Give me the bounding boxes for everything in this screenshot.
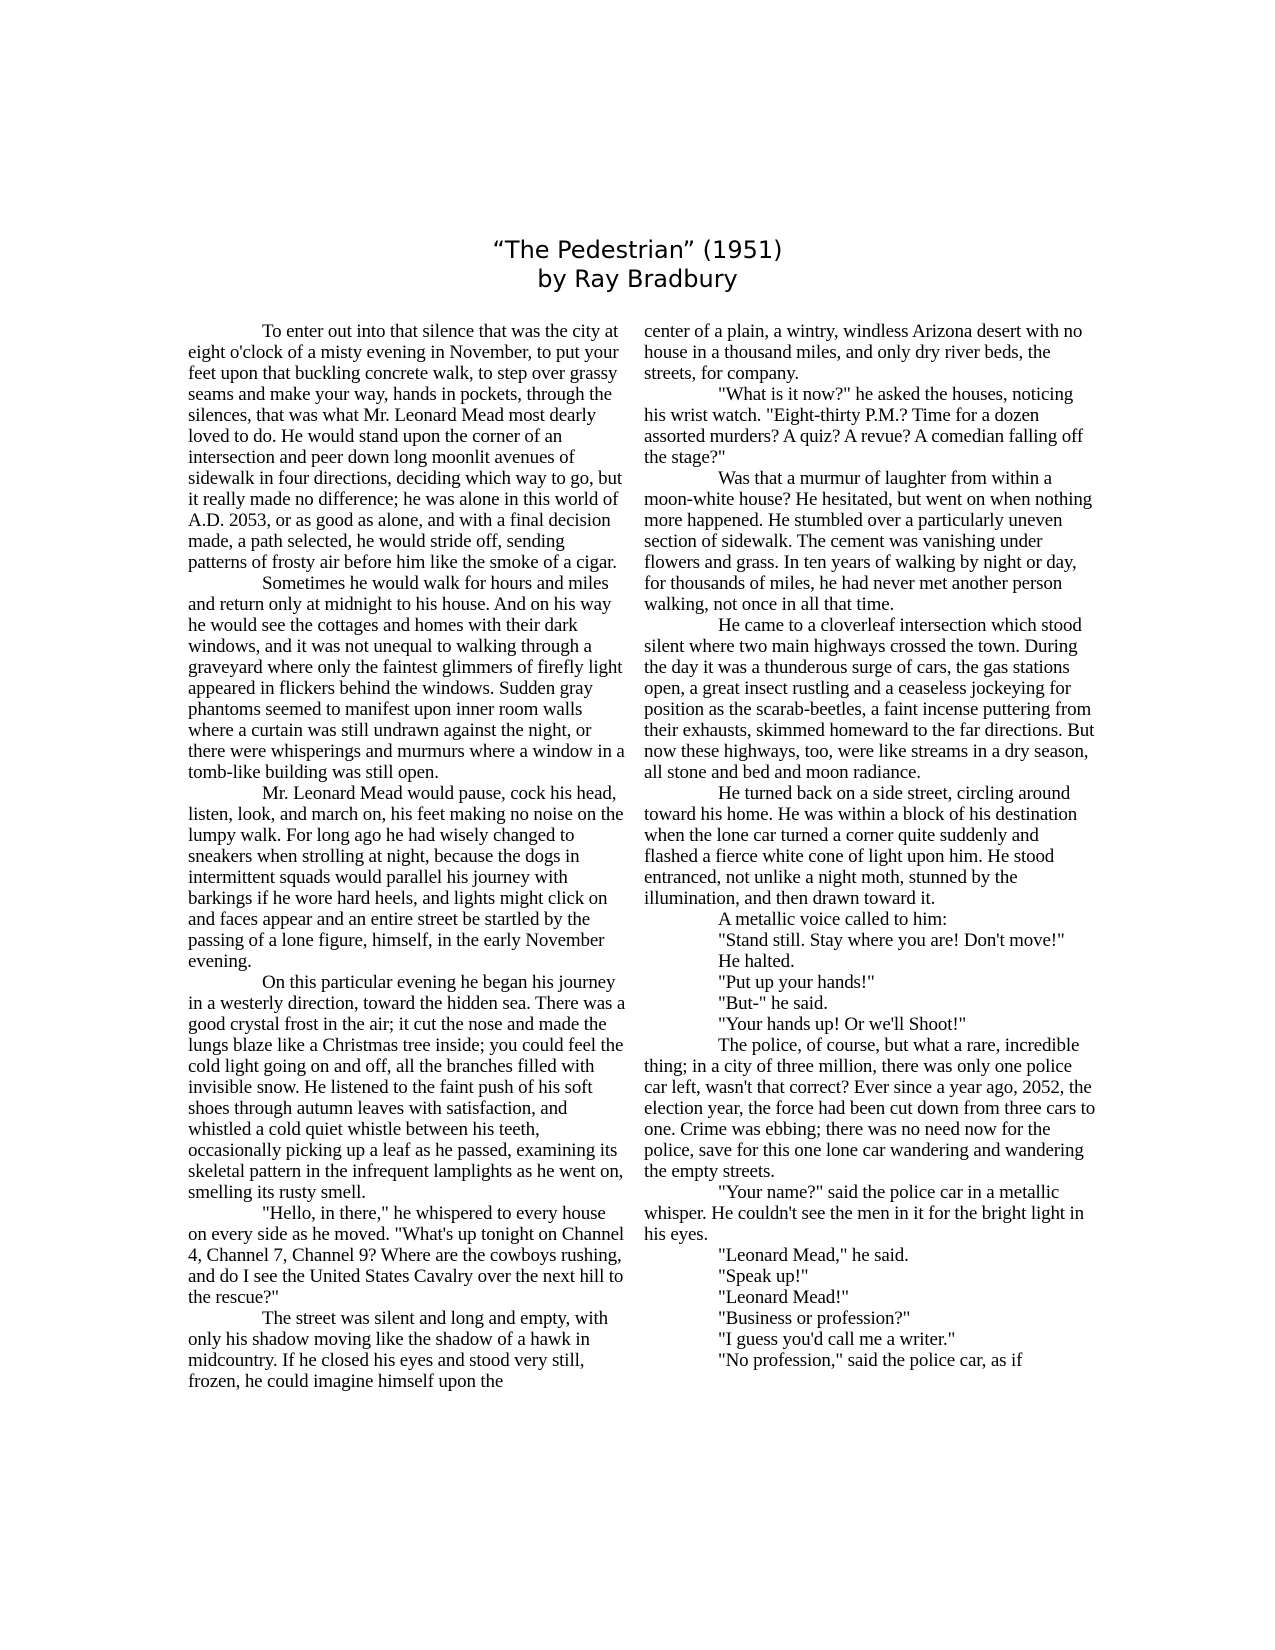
left-column	[188, 321, 626, 1392]
story-author: by Ray Bradbury	[537, 265, 738, 293]
paragraph: Sometimes he would walk for hours and miles and return only at midnight to his house. And on his way he would see the cottages and homes with their dark windows, and it was not unequal to walking through a graveyard where only the faintest glimmers of firefly light appeared in flickers behind the windows. Sudden gray phantoms seemed to manifest upon inner room walls where a curtain was still undrawn against the night, or there were whisperings and murmurs where a window in a tomb-like building was still open.	[188, 573, 625, 783]
dialogue-line: "No profession," said the police car, as if	[718, 1350, 1023, 1371]
paragraph: Mr. Leonard Mead would pause, cock his head, listen, look, and march on, his feet making no noise on the lumpy walk. For long ago he had wisely changed to sneakers when strolling at night, because the dogs in intermittent squads would parallel his journey with barkings if he wore hard heels, and lights might click on and faces appear and an entire street be startled by the passing of a lone figure, himself, in the early November evening.	[188, 783, 624, 972]
paragraph: Was that a murmur of laughter from within a moon-white house? He hesitated, but went on when nothing more happened. He stumbled over a particularly uneven section of sidewalk. The cement was vanishing under flowers and grass. In ten years of walking by night or day, for thousands of miles, he had never met another person walking, not once in all that time.	[644, 468, 1093, 615]
dialogue-line: "Speak up!"	[718, 1266, 809, 1287]
dialogue-line: "Leonard Mead!"	[718, 1287, 849, 1308]
right-column	[644, 321, 1096, 1371]
paragraph: To enter out into that silence that was the city at eight o'clock of a misty evening in November, to put your feet upon that buckling concrete walk, to step over grassy seams and make your way, hands in pockets, through the silences, that was what Mr. Leonard Mead most dearly loved to do. He would stand upon the corner of an intersection and peer down long moonlit avenues of sidewalk in four directions, deciding which way to go, but it really made no difference; he was alone in this world of A.D. 2053, or as good as alone, and with a final decision made, a path selected, he would stride off, sending patterns of frosty air before him like the smoke of a cigar.	[188, 321, 623, 573]
paragraph: "Hello, in there," he whispered to every house on every side as he moved. "What's up tonight on Channel 4, Channel 7, Channel 9? Where are the cowboys rushing, and do I see the United States Cavalry over the next hill to the rescue?"	[188, 1203, 624, 1308]
paragraph: "Your name?" said the police car in a metallic whisper. He couldn't see the men in it for the bright light in his eyes.	[644, 1182, 1085, 1245]
dialogue-line: A metallic voice called to him:	[718, 909, 948, 930]
paragraph: The street was silent and long and empty, with only his shadow moving like the shadow of a hawk in midcountry. If he closed his eyes and stood very still, frozen, he could imagine himself upon the	[188, 1308, 608, 1392]
dialogue-line: "I guess you'd call me a writer."	[718, 1329, 956, 1350]
paragraph: He came to a cloverleaf intersection which stood silent where two main highways crossed the town. During the day it was a thunderous surge of cars, the gas stations open, a great insect rustling and a ceaseless jockeying for position as the scarab-beetles, a faint incense puttering from their exhausts, skimmed homeward to the far directions. But now these highways, too, were like streams in a dry season, all stone and bed and moon radiance.	[644, 615, 1095, 783]
paragraph: He turned back on a side street, circling around toward his home. He was within a block of his destination when the lone car turned a corner quite suddenly and flashed a fierce white cone of light upon him. He stood entranced, not unlike a night moth, stunned by the illumination, and then drawn toward it.	[644, 783, 1078, 909]
paragraph: The police, of course, but what a rare, incredible thing; in a city of three million, there was only one police car left, wasn't that correct? Ever since a year ago, 2052, the election year, the force had been cut down from three cars to one. Crime was ebbing; there was no need now for the police, save for this one lone car wandering and wandering the empty streets.	[644, 1035, 1096, 1182]
dialogue-line: "Leonard Mead," he said.	[718, 1245, 909, 1266]
dialogue-line: He halted.	[718, 951, 795, 972]
title-block	[0, 236, 1275, 294]
paragraph: "What is it now?" he asked the houses, noticing his wrist watch. "Eight-thirty P.M.? Time for a dozen assorted murders? A quiz? A revue? A comedian falling off the stage?"	[644, 384, 1084, 468]
dialogue-line: "Your hands up! Or we'll Shoot!"	[718, 1014, 967, 1035]
story-title: “The Pedestrian” (1951)	[492, 236, 783, 264]
dialogue-line: "But-" he said.	[718, 993, 828, 1014]
paragraph: On this particular evening he began his journey in a westerly direction, toward the hidden sea. There was a good crystal frost in the air; it cut the nose and made the lungs blaze like a Christmas tree inside; you could feel the cold light going on and off, all the branches filled with invisible snow. He listened to the faint push of his soft shoes through autumn leaves with satisfaction, and whistled a cold quiet whistle between his teeth, occasionally picking up a leaf as he passed, examining its skeletal pattern in the infrequent lamplights as he went on, smelling its rusty smell.	[188, 972, 626, 1203]
paragraph: center of a plain, a wintry, windless Arizona desert with no house in a thousand miles, and only dry river beds, the streets, for company.	[644, 321, 1083, 384]
dialogue-line: "Stand still. Stay where you are! Don't move!"	[718, 930, 1065, 951]
dialogue-line: "Business or profession?"	[718, 1308, 911, 1329]
dialogue-line: "Put up your hands!"	[718, 972, 875, 993]
